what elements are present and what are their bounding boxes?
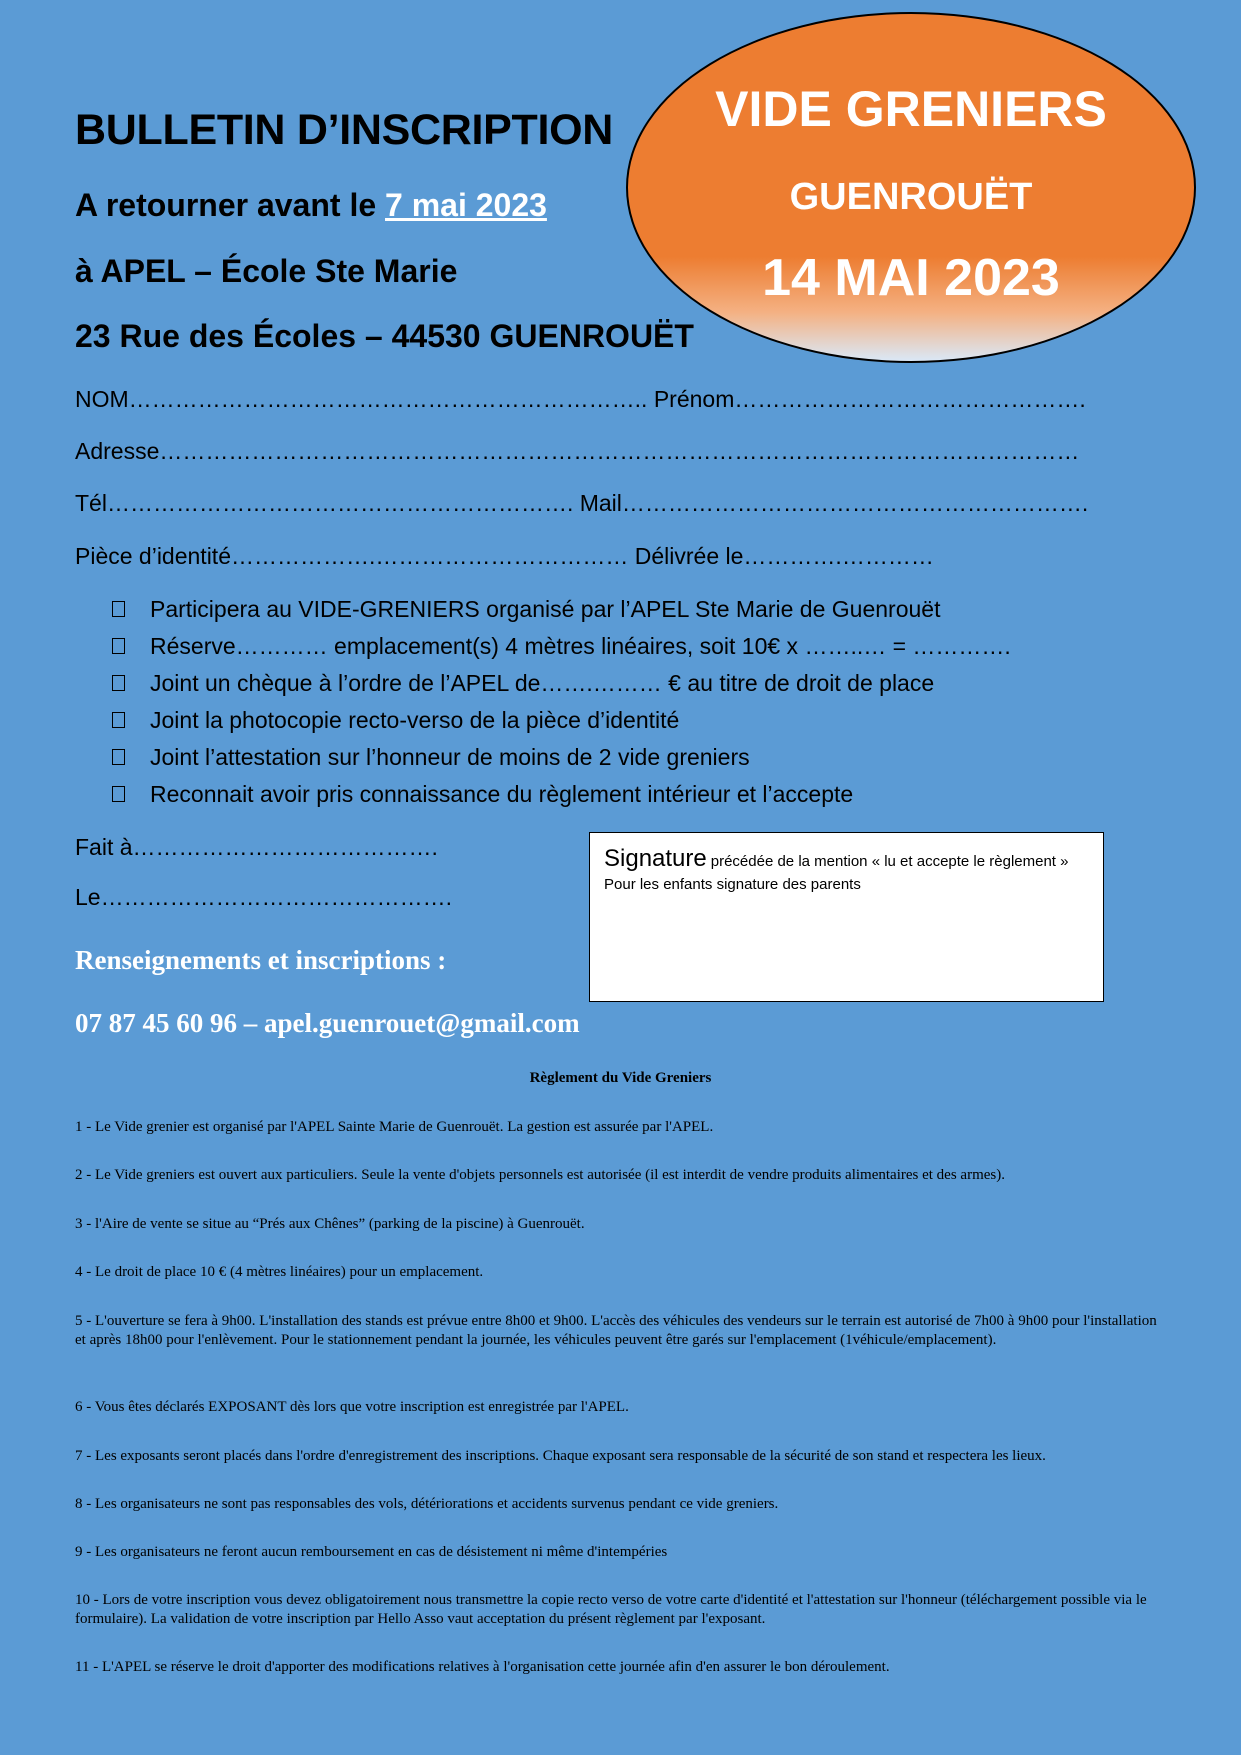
address-line-2: 23 Rue des Écoles – 44530 GUENROUËT <box>75 318 694 354</box>
event-badge-location: GUENROUËT <box>789 176 1033 218</box>
rule-item: 4 - Le droit de place 10 € (4 mètres linéaires) pour un emplacement. <box>75 1264 484 1280</box>
rule-item: 10 - Lors de votre inscription vous devez obligatoirement nous transmettre la copie recto verso de votre carte d'identité et l'attestation sur l'honneur (téléchargement possible via le formulaire). La validation de votre inscription par Hello Asso vaut acceptation du présent règlement par l'exposant. <box>75 1592 1147 1627</box>
rule-item: 8 - Les organisateurs ne sont pas responsables des vols, détériorations et accidents survenus pendant ce vide greniers. <box>75 1496 779 1512</box>
return-deadline <box>75 187 547 224</box>
rule-item: 9 - Les organisateurs ne feront aucun remboursement en cas de désistement ni même d'intempéries <box>75 1544 668 1560</box>
rule-item: 3 - l'Aire de vente se situe au “Prés aux Chênes” (parking de la piscine) à Guenrouët. <box>75 1216 585 1232</box>
checkbox[interactable] <box>112 749 125 765</box>
signature-note: précédée de la mention « lu et accepte le règlement » <box>710 853 1069 870</box>
rule-item: 2 - Le Vide greniers est ouvert aux particuliers. Seule la vente d'objets personnels est autorisée (il est interdit de vendre produits alimentaires et des armes). <box>75 1167 1005 1183</box>
contact-line[interactable]: 07 87 45 60 96 – apel.guenrouet@gmail.com <box>75 1008 580 1038</box>
checkbox[interactable] <box>112 712 125 728</box>
event-badge-title: VIDE GRENIERS <box>715 81 1107 137</box>
rule-item: 1 - Le Vide grenier est organisé par l'APEL Sainte Marie de Guenrouët. La gestion est assurée par l'APEL. <box>75 1119 714 1135</box>
event-badge <box>626 12 1196 363</box>
address-line-1: à APEL – École Ste Marie <box>75 253 458 289</box>
return-prefix: A retourner avant le <box>75 187 386 223</box>
checkbox[interactable] <box>112 638 125 654</box>
return-date: 7 mai 2023 <box>385 187 547 223</box>
rule-item: 7 - Les exposants seront placés dans l'ordre d'enregistrement des inscriptions. Chaque exposant sera responsable de la sécurité de son stand et respectera les lieux. <box>75 1448 1046 1464</box>
field-nom-prenom[interactable]: NOM………………………………………………………….. Prénom………………………………………. <box>75 386 1086 412</box>
signature-label: Signature <box>604 845 707 872</box>
field-adresse[interactable]: Adresse………………………………………………………………………………………………………… <box>75 438 1080 464</box>
event-badge-date: 14 MAI 2023 <box>762 249 1060 307</box>
rule-item: 11 - L'APEL se réserve le droit d'apporter des modifications relatives à l'organisation cette journée afin d'en assurer le bon déroulement. <box>75 1659 890 1675</box>
rule-item: 5 - L'ouverture se fera à 9h00. L'installation des stands est prévue entre 8h00 et 9h00. L'accès des véhicules des vendeurs sur le terrain est autorisé de 7h00 à 9h00 pour l'installation et après 18h00 pour l'enlèvement. Pour le stationnement pendant la journée, les véhicules peuvent être garés sur l'emplacement (1véhicule/emplacement). <box>75 1313 1157 1348</box>
signature-subnote: Pour les enfants signature des parents <box>604 876 861 893</box>
contact-heading: Renseignements et inscriptions : <box>75 945 447 975</box>
rules-title: Règlement du Vide Greniers <box>529 1070 712 1086</box>
field-date-le[interactable]: Le………………………………………. <box>75 884 452 910</box>
checkbox[interactable] <box>112 786 125 802</box>
checkbox[interactable] <box>112 601 125 617</box>
form-title: BULLETIN D’INSCRIPTION <box>75 106 614 154</box>
field-tel-mail[interactable]: Tél……………………………………………………. Mail……………………………………………………. <box>75 490 1089 516</box>
field-piece-identite[interactable]: Pièce d’identité……………….…………………………… Délivrée le………….………… <box>75 543 934 569</box>
field-fait-a[interactable]: Fait à…………………………………. <box>75 834 438 860</box>
signature-box[interactable] <box>589 832 1104 1002</box>
checkbox[interactable] <box>112 675 125 691</box>
rule-item: 6 - Vous êtes déclarés EXPOSANT dès lors que votre inscription est enregistrée par l'APEL. <box>75 1399 629 1415</box>
